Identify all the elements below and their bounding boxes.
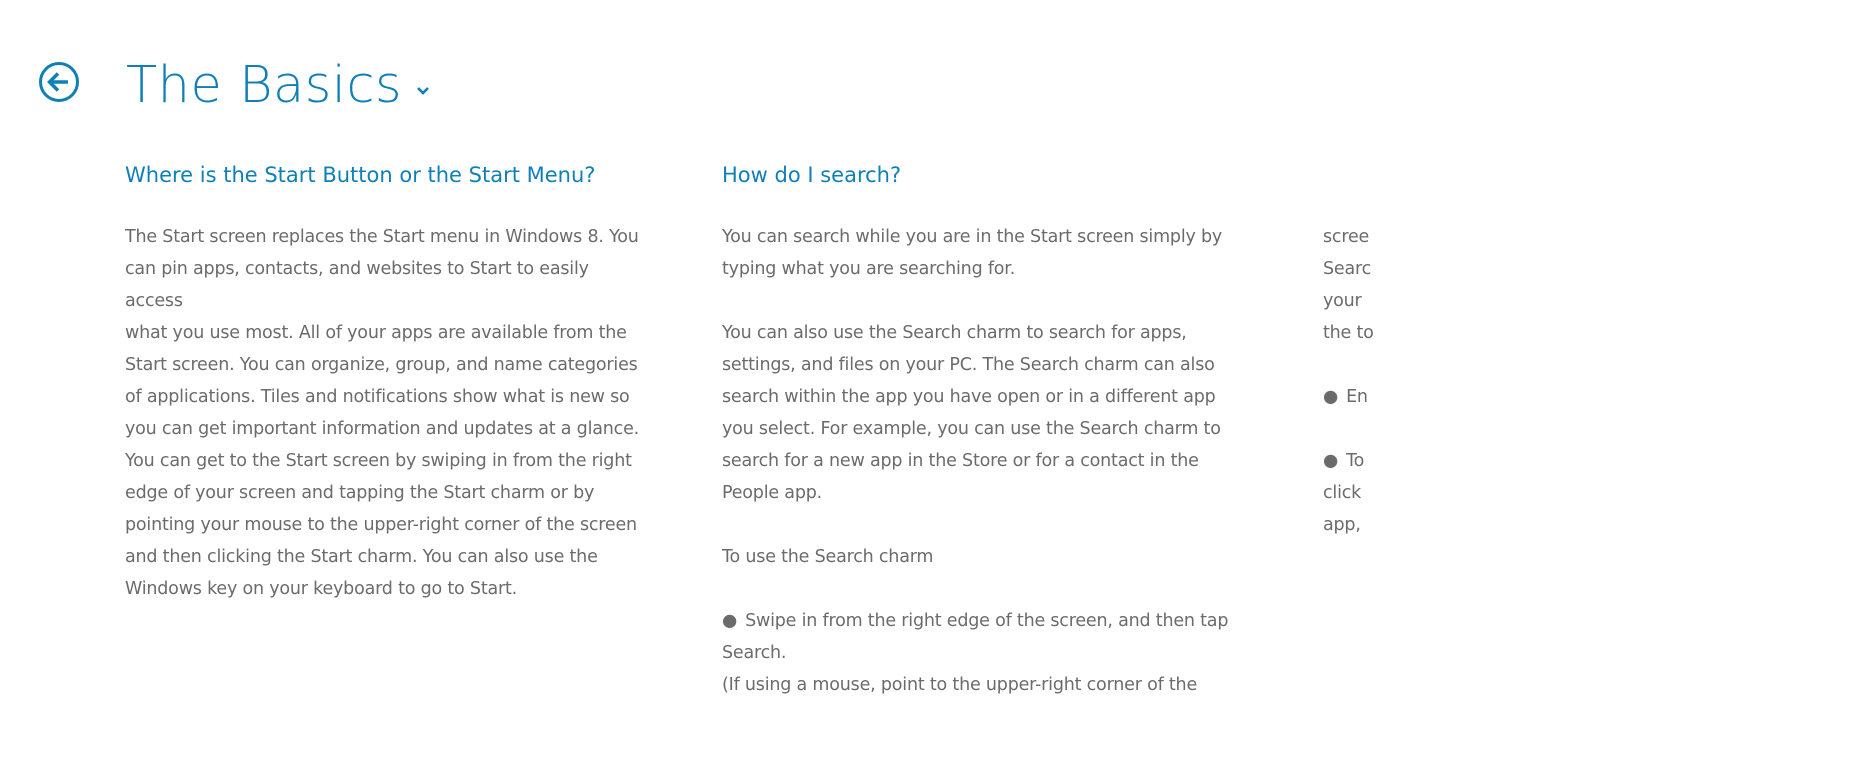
- section-paragraph: To use the Search charm: [722, 547, 934, 567]
- section-heading: Where is the Start Button or the Start Menu?: [125, 163, 596, 187]
- page-title: The Basics: [126, 55, 403, 115]
- section-paragraph: The Start screen replaces the Start menu in Windows 8. You can pin apps, contacts, and websites to Start to easily access what you use most. All of your apps are available from the Start screen. You can organize, group, and name categories of applications. Tiles and notifications show what is new so you can get important information and updates at a glance. You can get to the Start screen by swiping in from the right edge of your screen and tapping the Start charm or by pointing your mouse to the upper-right corner of the screen and then clicking the Start charm. You can also use the Windows key on your keyboard to go to Start.: [125, 227, 639, 599]
- section-paragraph: You can search while you are in the Start screen simply by typing what you are searching for.: [722, 227, 1223, 279]
- back-button[interactable]: [38, 61, 80, 103]
- section-paragraph: (If using a mouse, point to the upper-right corner of the: [722, 675, 1198, 695]
- bullet-item: [722, 605, 1242, 669]
- back-arrow-circle-icon: [38, 61, 80, 103]
- section-paragraph: You can also use the Search charm to search for apps, settings, and files on your PC. The Search charm can also search within the app you have open or in a different app you select. For example, you can use the Search charm to search for a new app in the Store or for a contact in the People app.: [722, 323, 1221, 503]
- page-title-dropdown[interactable]: [126, 50, 430, 120]
- section-search: [722, 158, 1242, 701]
- section-heading: How do I search?: [722, 163, 902, 187]
- section-overflow: [1323, 221, 1853, 541]
- section-start-button: [125, 158, 650, 605]
- bullet-item: [1323, 445, 1853, 541]
- bullet-glyph: ●: [1323, 387, 1339, 407]
- bullet-glyph: ●: [1323, 451, 1339, 471]
- bullet-text: En: [1346, 387, 1368, 407]
- bullet-text: Swipe in from the right edge of the screen, and then tap Search.: [722, 611, 1229, 663]
- overflow-paragraph: scree Searc your the to: [1323, 227, 1374, 343]
- chevron-down-icon: [416, 86, 430, 96]
- bullet-item: [1323, 381, 1853, 413]
- bullet-text: To click app,: [1323, 451, 1365, 535]
- bullet-glyph: ●: [722, 611, 738, 631]
